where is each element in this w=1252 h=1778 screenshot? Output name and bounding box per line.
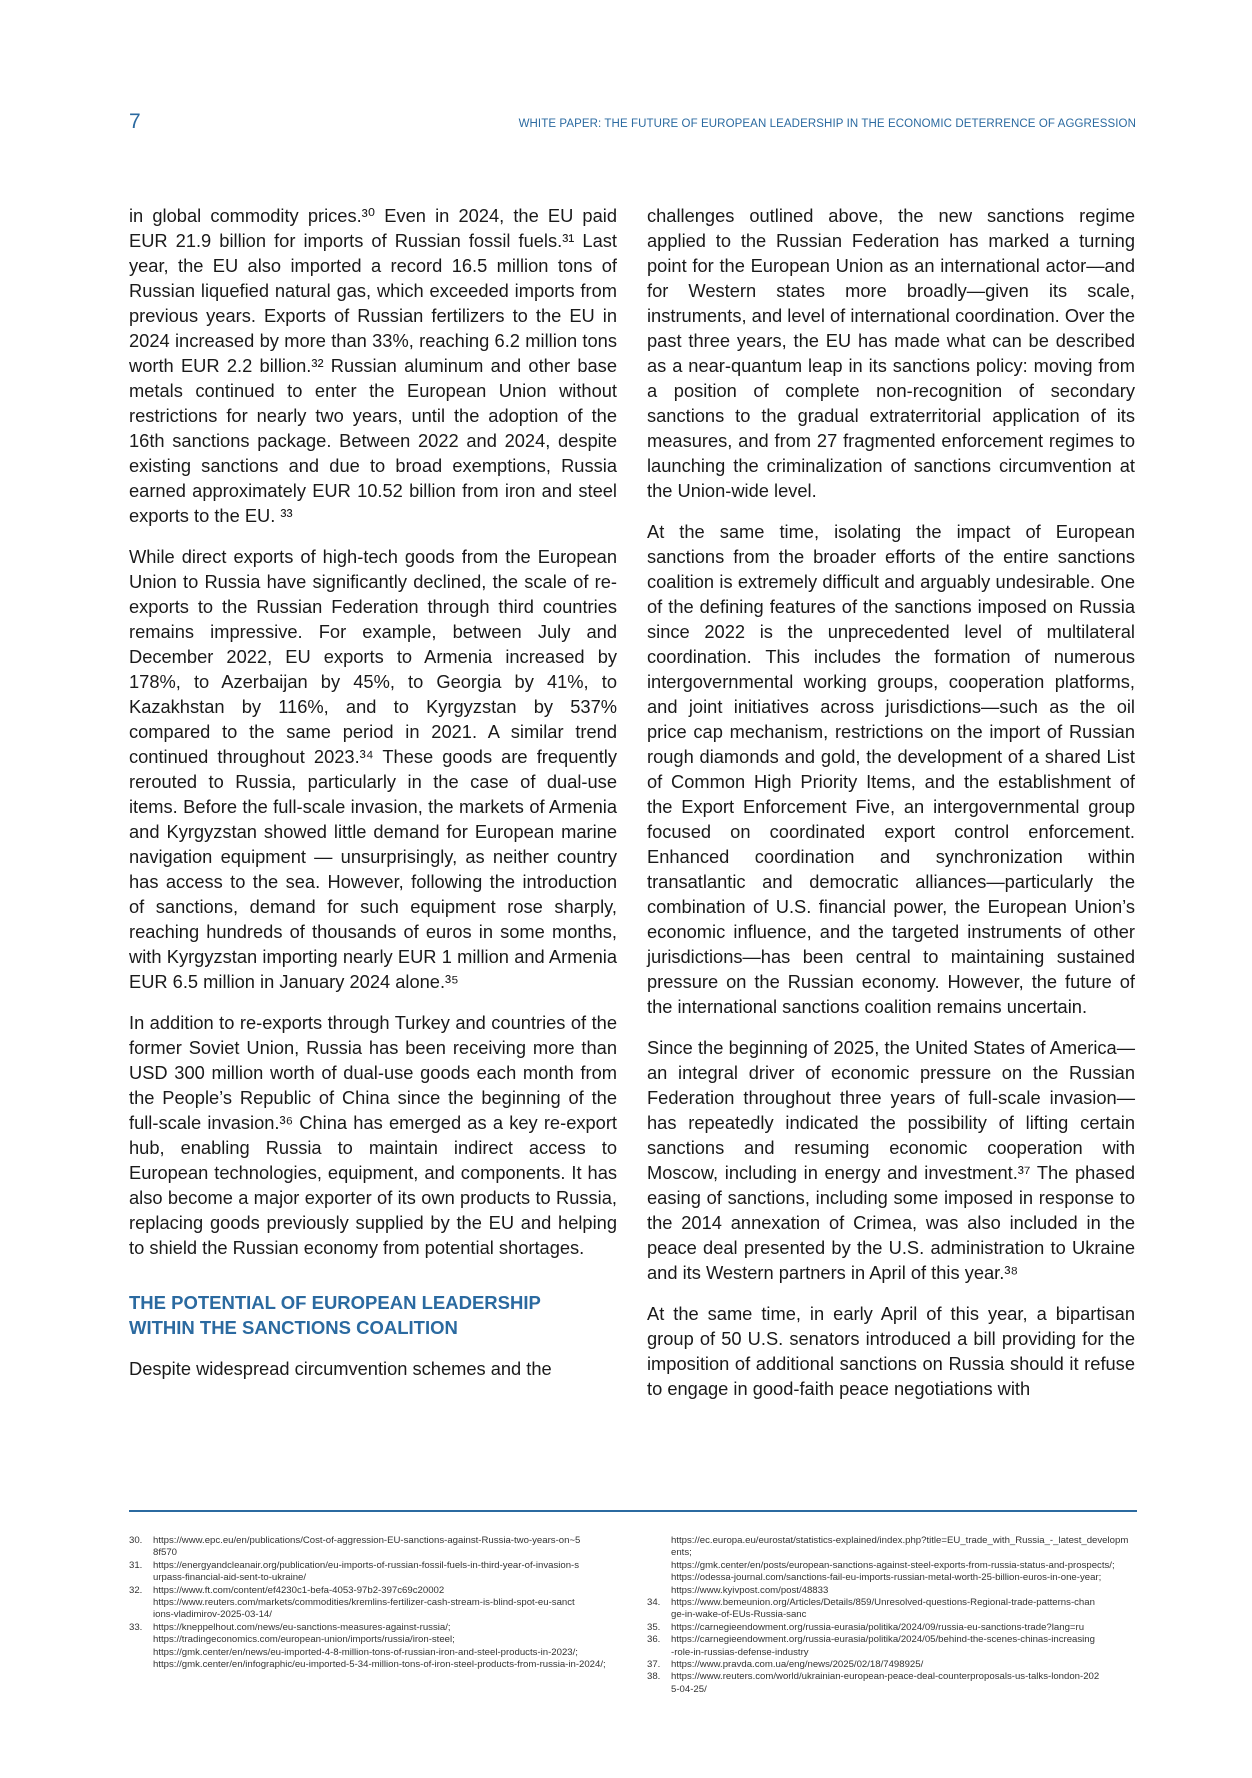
footnote-link[interactable]: https://odessa-journal.com/sanctions-fail-eu-imports-russian-metal-worth-25-billion-euros-in-one-year; [671, 1572, 1102, 1584]
paragraph: While direct exports of high-tech goods from the European Union to Russia have significantly declined, the scale of re-exports to the Russian Federation through third countries remains impressive. For example, between July and December 2022, EU exports to Armenia increased by 178%, to Azerbaijan by 45%, to Georgia by 41%, to Kazakhstan by 116%, and to Kyrgyzstan by 537% compared to the same period in 2021. A similar trend continued throughout 2023.³⁴ These goods are frequently rerouted to Russia, particularly in the case of dual-use items. Before the full-scale invasion, the markets of Armenia and Kyrgyzstan showed little demand for European marine navigation equipment — unsurprisingly, as neither country has access to the sea. However, following the introduction of sanctions, demand for such equipment rose sharply, reaching hundreds of thousands of euros in some months, with Kyrgyzstan importing nearly EUR 1 million and Armenia EUR 6.5 million in January 2024 alone.³⁵ [129, 546, 617, 992]
running-header: WHITE PAPER: THE FUTURE OF EUROPEAN LEADERSHIP IN THE ECONOMIC DETERRENCE OF AGGRESSION [518, 118, 1136, 130]
footnote-number: 31. [129, 1559, 143, 1571]
paragraph: At the same time, isolating the impact of European sanctions from the broader efforts of the entire sanctions coalition is extremely difficult and arguably undesirable. One of the defining features of the sanctions imposed on Russia since 2022 is the unprecedented level of multilateral coordination. This includes the formation of numerous intergovernmental working groups, cooperation platforms, and joint initiatives across jurisdictions—such as the oil price cap mechanism, restrictions on the import of Russian rough diamonds and gold, the development of a shared List of Common High Priority Items, and the establishment of the Export Enforcement Five, an intergovernmental group focused on coordinated export control enforcement. Enhanced coordination and synchronization within transatlantic and democratic alliances—particularly the combination of U.S. financial power, the European Union’s economic influence, and the targeted instruments of other jurisdictions—has been central to maintaining sustained pressure on the Russian economy. However, the future of the international sanctions coalition remains uncertain. [647, 521, 1135, 1017]
footnote-link[interactable]: 8f570 [153, 1547, 178, 1559]
paragraph: At the same time, in early April of this year, a bipartisan group of 50 U.S. senators introduced a bill providing for the imposition of additional sanctions on Russia should it refuse to engage in good-faith peace negotiations with [647, 1303, 1135, 1399]
footnote-link[interactable]: 5-04-25/ [671, 1683, 707, 1695]
footnote-link[interactable]: https://kneppelhout.com/news/eu-sanctions-measures-against-russia/; [153, 1621, 451, 1633]
footnote-link[interactable]: https://www.reuters.com/markets/commodities/kremlins-fertilizer-cash-stream-is-blind-spot-eu-sanct [153, 1597, 575, 1609]
section-heading: THE POTENTIAL OF EUROPEAN LEADERSHIP WITHIN THE SANCTIONS COALITION [129, 1292, 541, 1338]
footnote [647, 1634, 1137, 1659]
paragraph: challenges outlined above, the new sanctions regime applied to the Russian Federation has marked a turning point for the European Union as an international actor—and for Western states more broadly—given its scale, instruments, and level of international coordination. Over the past three years, the EU has made what can be described as a near-quantum leap in its sanctions policy: moving from a position of complete non-recognition of secondary sanctions to the gradual extraterritorial application of its measures, and from 27 fragmented enforcement regimes to launching the criminalization of sanctions circumvention at the Union-wide level. [647, 205, 1135, 501]
footnote-number: 37. [647, 1659, 661, 1671]
footnote [129, 1535, 619, 1560]
footnote-divider [129, 1510, 1137, 1512]
footnote-link[interactable]: ge-in-wake-of-EUs-Russia-sanc [671, 1609, 807, 1621]
footnote-link[interactable]: https://tradingeconomics.com/european-union/imports/russia/iron-steel; [153, 1634, 455, 1646]
footnote [647, 1597, 1137, 1622]
footnote-link[interactable]: https://www.reuters.com/world/ukrainian-european-peace-deal-counterproposals-us-talks-london-202 [671, 1671, 1100, 1683]
footnote-link[interactable]: https://www.pravda.com.ua/eng/news/2025/02/18/7498925/ [671, 1659, 924, 1671]
footnote-link[interactable]: https://gmk.center/en/posts/european-sanctions-against-steel-exports-from-russia-status-and-prospects/; [671, 1559, 1115, 1571]
paragraph: Despite widespread circumvention schemes and the [129, 1358, 552, 1379]
footnote [647, 1671, 1137, 1696]
footnote-link[interactable]: https://www.epc.eu/en/publications/Cost-of-aggression-EU-sanctions-against-Russia-two-years-on~5 [153, 1535, 581, 1546]
footnote-link[interactable]: https://www.kyivpost.com/post/48833 [671, 1584, 829, 1596]
footnote-link[interactable]: https://carnegieendowment.org/russia-eurasia/politika/2024/09/russia-eu-sanctions-trade?lang=ru [671, 1621, 1085, 1633]
footnote-number: 36. [647, 1634, 661, 1646]
left-column [129, 203, 617, 1381]
paragraph: In addition to re-exports through Turkey and countries of the former Soviet Union, Russia has been receiving more than USD 300 million worth of dual-use goods each month from the People’s Republic of China since the beginning of the full-scale invasion.³⁶ China has emerged as a key re-export hub, enabling Russia to maintain indirect access to European technologies, equipment, and components. It has also become a major exporter of its own products to Russia, replacing goods previously supplied by the EU and helping to shield the Russian economy from potential shortages. [129, 1012, 617, 1258]
footnote-link[interactable]: https://gmk.center/en/infographic/eu-imported-5-34-million-tons-of-iron-steel-products-from-russia-in-2024/; [153, 1659, 606, 1671]
footnote-link[interactable]: https://www.bemeunion.org/Articles/Details/859/Unresolved-questions-Regional-trade-patterns-chan [671, 1597, 1095, 1609]
footnote-link[interactable]: ents; [671, 1547, 692, 1559]
footnote-number: 30. [129, 1535, 143, 1546]
footnote-link[interactable]: urpass-financial-aid-sent-to-ukraine/ [153, 1572, 307, 1584]
right-column [647, 203, 1135, 1401]
footnote-link[interactable]: -role-in-russias-defense-industry [671, 1646, 809, 1658]
paragraph: in global commodity prices.³⁰ Even in 2024, the EU paid EUR 21.9 billion for imports of Russian fossil fuels.³¹ Last year, the EU also imported a record 16.5 million tons of Russian liquefied natural gas, which exceeded imports from previous years. Exports of Russian fertilizers to the EU in 2024 increased by more than 33%, reaching 6.2 million tons worth EUR 2.2 billion.³² Russian aluminum and other base metals continued to enter the European Union without restrictions for nearly two years, until the adoption of the 16th sanctions package. Between 2022 and 2024, despite existing sanctions and due to broad exemptions, Russia earned approximately EUR 10.52 billion from iron and steel exports to the EU. ³³ [129, 205, 617, 526]
page-number: 7 [129, 110, 141, 133]
footnote-number: 33. [129, 1621, 143, 1633]
footnote-number: 34. [647, 1597, 661, 1609]
footnote [647, 1659, 1137, 1671]
footnotes-left [129, 1535, 619, 1671]
footnote-number: 35. [647, 1621, 661, 1633]
footnote-link[interactable]: https://ec.europa.eu/eurostat/statistics-explained/index.php?title=EU_trade_with_Russia_-_latest_developm [671, 1535, 1129, 1546]
footnotes-right [647, 1535, 1137, 1696]
footnote-link[interactable]: https://carnegieendowment.org/russia-eurasia/politika/2024/05/behind-the-scenes-chinas-increasing [671, 1634, 1095, 1646]
footnote [129, 1585, 619, 1622]
footnote [129, 1560, 619, 1585]
footnote-link[interactable]: ions-vladimirov-2025-03-14/ [153, 1609, 272, 1621]
footnote-number: 38. [647, 1671, 661, 1683]
footnote-link[interactable]: https://energyandcleanair.org/publication/eu-imports-of-russian-fossil-fuels-in-third-year-of-invasion-s [153, 1559, 580, 1571]
footnote [647, 1622, 1137, 1634]
footnote-link[interactable]: https://gmk.center/en/news/eu-imported-4-8-million-tons-of-russian-iron-and-steel-products-in-2023/; [153, 1646, 578, 1658]
footnote-number: 32. [129, 1584, 143, 1596]
footnote [129, 1622, 619, 1672]
footnote-link[interactable]: https://www.ft.com/content/ef4230c1-befa-4053-97b2-397c69c20002 [153, 1584, 445, 1596]
paragraph: Since the beginning of 2025, the United States of America—an integral driver of economic pressure on the Russian Federation throughout three years of full-scale invasion—has repeatedly indicated the possibility of lifting certain sanctions and resuming economic cooperation with Moscow, including in energy and investment.³⁷ The phased easing of sanctions, including some imposed in response to the 2014 annexation of Crimea, was also included in the peace deal presented by the U.S. administration to Ukraine and its Western partners in April of this year.³⁸ [647, 1037, 1135, 1283]
